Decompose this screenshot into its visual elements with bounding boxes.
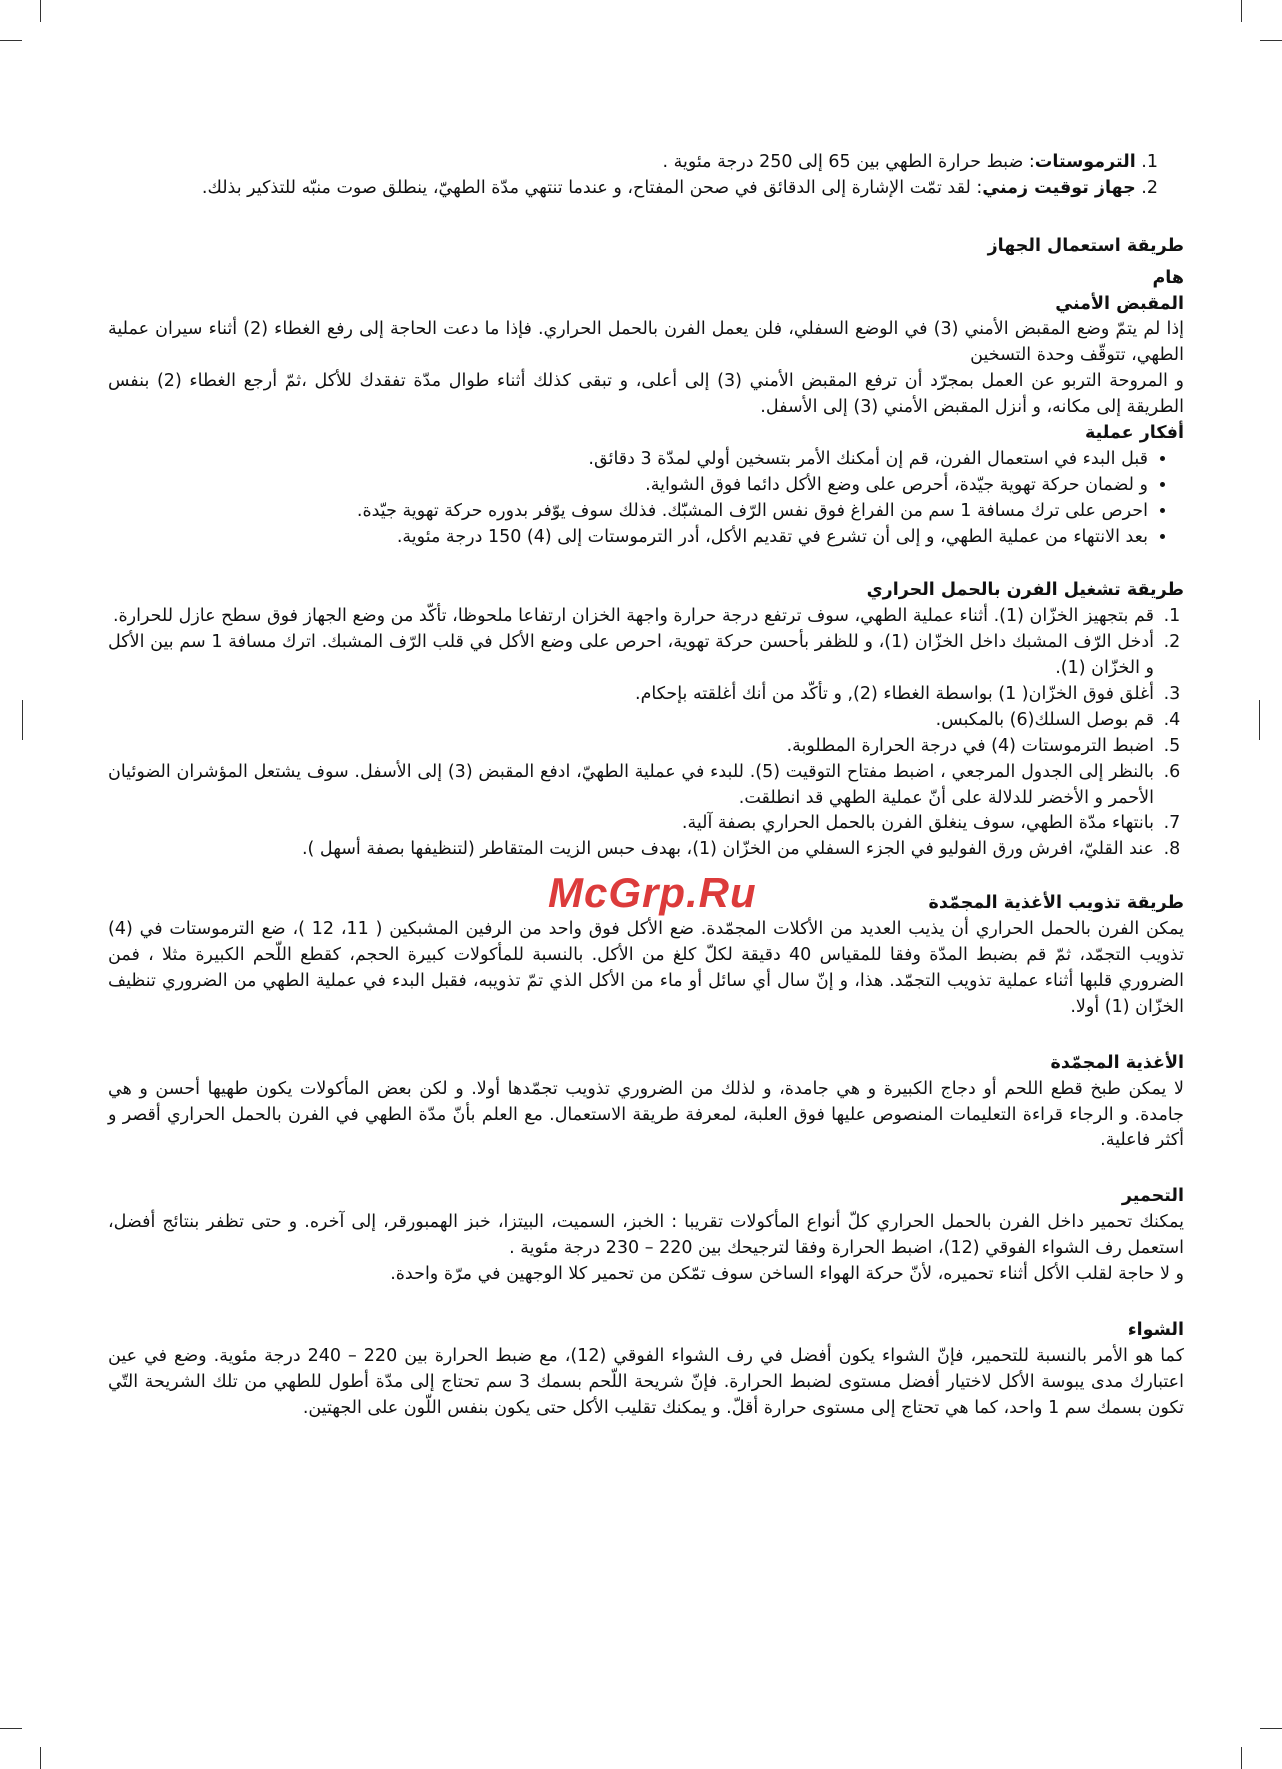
item-text: : ضبط حرارة الطهي بين 65 إلى 250 درجة مئوية . xyxy=(662,152,1035,172)
crop-mark xyxy=(0,40,22,41)
list-item xyxy=(108,176,1184,202)
crop-mark xyxy=(1260,40,1282,41)
paragraph: كما هو الأمر بالنسبة للتحمير، فإنّ الشواء يكون أفضل في رف الشواء الفوقي (12)، مع ضبط الحرارة بين 220 – 240 درجة مئوية. وضع في عين اعتبارك مدى يبوسة الأكل لاختيار أفضل مستوى لضبط الحرارة. فإنّ شريحة اللّحم بسمك 3 سم تحتاج إلى مدّة أطول للطهي من تلك الشريحة التّي تكون بسمك سم 1 واحد، كما هي تحتاج إلى مستوى حرارة أقلّ. و يمكنك تقليب الأكل حتى يكون بنفس اللّون على الجهتين. xyxy=(108,1345,1184,1418)
section-heading: الشواء xyxy=(1127,1319,1184,1340)
paragraph: يمكن الفرن بالحمل الحراري أن يذيب العديد من الأكلات المجمّدة. ضع الأكل فوق واحد من الرفين المشبكين ( 11، 12 )، ضع الترموستات في (4) تذويب التجمّد، ثمّ قم بضبط المدّة وفقا للمقياس 40 دقيقة لكلّ كلغ من الأكل. بالنسبة للمأكولات كبيرة الحجم، كقطع اللّحم الكبيرة مثلا ، فمن الضروري قلبها أثناء عملية تذويب التجمّد. هذا، و إنّ سال أي سائل أو ماء من الأكل الذي تمّ تذويبه، فقبل البدء في عملية الطهي من الضروري تنظيف الخزّان (1) أولا. xyxy=(108,919,1185,1017)
item-number: 1. xyxy=(1141,152,1158,172)
item-term: الترموستات xyxy=(1034,152,1136,172)
crop-mark xyxy=(1259,700,1260,740)
item-number: 2. xyxy=(1141,177,1158,198)
list-item: 3. أغلق فوق الخزّان( 1) بواسطة الغطاء (2), و تأكّد من أنك أغلقته بإحكام. xyxy=(108,682,1158,708)
list-item: 1. قم بتجهيز الخزّان (1). أثناء عملية الطهي، سوف ترتفع درجة حرارة واجهة الخزان ارتفاعا ملحوظا، تأكّد من وضع الجهاز فوق سطح عازل للحرارة. xyxy=(108,604,1158,630)
list-item: 4. قم بوصل السلك(6) بالمكبس. xyxy=(108,708,1158,734)
subheading: أفكار عملية xyxy=(1085,423,1184,444)
crop-mark xyxy=(1241,1747,1242,1769)
crop-mark xyxy=(40,0,41,22)
paragraph: لا يمكن طبخ قطع اللحم أو دجاج الكبيرة و هي جامدة، و لذلك من الضروري تذويب تجمّدها أولا. و لكن بعض المأكولات يكون طهيها أحسن و هي جامدة. و الرجاء قراءة التعليمات المنصوص عليها فوق العلبة، لمعرفة طريقة الاستعمال. مع العلم بأنّ مدّة الطهي في الفرن بالحمل الحراري أقصر و أكثر فاعلية. xyxy=(108,1078,1184,1151)
settings-list xyxy=(108,150,1184,202)
list-item: 6. بالنظر إلى الجدول المرجعي ، اضبط مفتاح التوقيت (5). للبدء في عملية الطهيّ، ادفع المقبض (3) إلى الأسفل. سوف يشتعل المؤشران الضوئيان الأحمر و الأخضر للدلالة على أنّ عملية الطهي قد انطلقت. xyxy=(108,760,1158,812)
list-item: 7. بانتهاء مدّة الطهي، سوف ينغلق الفرن بالحمل الحراري بصفة آلية. xyxy=(108,811,1158,837)
item-text: : لقد تمّت الإشارة إلى الدقائق في صحن المفتاح، و عندما تنتهي مدّة الطهيّ، ينطلق صوت منبّه للتذكير بذلك. xyxy=(201,177,983,198)
section-heading: طريقة تذويب الأغذية المجمّدة xyxy=(928,893,1184,914)
list-item: • بعد الانتهاء من عملية الطهي، و إلى أن تشرع في تقديم الأكل، أدر الترموستات إلى (4) 150 درجة مئوية. xyxy=(108,525,1148,551)
item-term: جهاز توقيت زمني xyxy=(982,177,1136,198)
crop-mark xyxy=(0,1728,22,1729)
list-item: 5. اضبط الترموستات (4) في درجة الحرارة المطلوبة. xyxy=(108,734,1158,760)
section-heading: طريقة تشغيل الفرن بالحمل الحراري xyxy=(866,580,1184,601)
crop-mark xyxy=(1260,1728,1282,1729)
subheading: هام xyxy=(1152,267,1184,288)
list-item: • احرص على ترك مسافة 1 سم من الفراغ فوق نفس الرّف المشبّك. فذلك سوف يوّفر بدوره حركة تهوية جيّدة. xyxy=(108,499,1148,525)
tips-list xyxy=(108,447,1184,551)
list-item: • و لضمان حركة تهوية جيّدة، أحرص على وضع الأكل دائما فوق الشواية. xyxy=(108,473,1148,499)
steps-list xyxy=(108,604,1184,863)
paragraph: يمكنك تحمير داخل الفرن بالحمل الحراري كلّ أنواع المأكولات تقريبا : الخبز، السميت، البيتزا، خبز الهمبورقر، إلى آخره. و حتى تظفر بنتائج أفضل، استعمل رف الشواء الفوقي (12)، اضبط الحرارة وفقا لترجيحك بين 220 – 230 درجة مئوية . xyxy=(108,1212,1184,1259)
section-heading: طريقة استعمال الجهاز xyxy=(987,235,1184,256)
list-item: • قبل البدء في استعمال الفرن، قم إن أمكنك الأمر بتسخين أولي لمدّة 3 دقائق. xyxy=(108,447,1148,473)
crop-mark xyxy=(22,700,23,740)
watermark: McGrp.Ru xyxy=(548,869,757,916)
document-page xyxy=(108,150,1184,1421)
crop-mark xyxy=(40,1747,41,1769)
paragraph: إذا لم يتمّ وضع المقبض الأمني (3) في الوضع السفلي، فلن يعمل الفرن بالحمل الحراري. فإذا ما دعت الحاجة إلى رفع الغطاء (2) أثناء سيران عملية الطهي، تتوقّف وحدة التسخين xyxy=(108,319,1185,366)
list-item: 8. عند القليّ، افرش ورق الفوليو في الجزء السفلي من الخزّان (1)، بهدف حبس الزيت المتقاطر (لتنظيفها بصفة أسهل ). xyxy=(108,837,1158,863)
paragraph: و المروحة التربو عن العمل بمجرّد أن ترفع المقبض الأمني (3) إلى أعلى، و تبقى كذلك أثناء طوال مدّة تفقدك للأكل ،ثمّ أرجع الغطاء (2) بنفس الطريقة إلى مكانه، و أنزل المقبض الأمني (3) إلى الأسفل. xyxy=(108,371,1184,418)
list-item: 2. أدخل الرّف المشبك داخل الخزّان (1)، و للظفر بأحسن حركة تهوية، احرص على وضع الأكل في قلب الرّف المشبك. اترك مسافة 1 سم بين الأكل و الخزّان (1). xyxy=(108,630,1158,682)
section-heading: التحمير xyxy=(1121,1186,1184,1207)
list-item xyxy=(108,150,1184,176)
section-heading: الأغذية المجمّدة xyxy=(1050,1052,1184,1073)
paragraph: و لا حاجة لقلب الأكل أثناء تحميره، لأنّ حركة الهواء الساخن سوف تمّكن من تحمير كلا الوجهين في مرّة واحدة. xyxy=(390,1263,1184,1284)
crop-mark xyxy=(1241,0,1242,22)
subheading: المقبض الأمني xyxy=(1055,293,1184,314)
